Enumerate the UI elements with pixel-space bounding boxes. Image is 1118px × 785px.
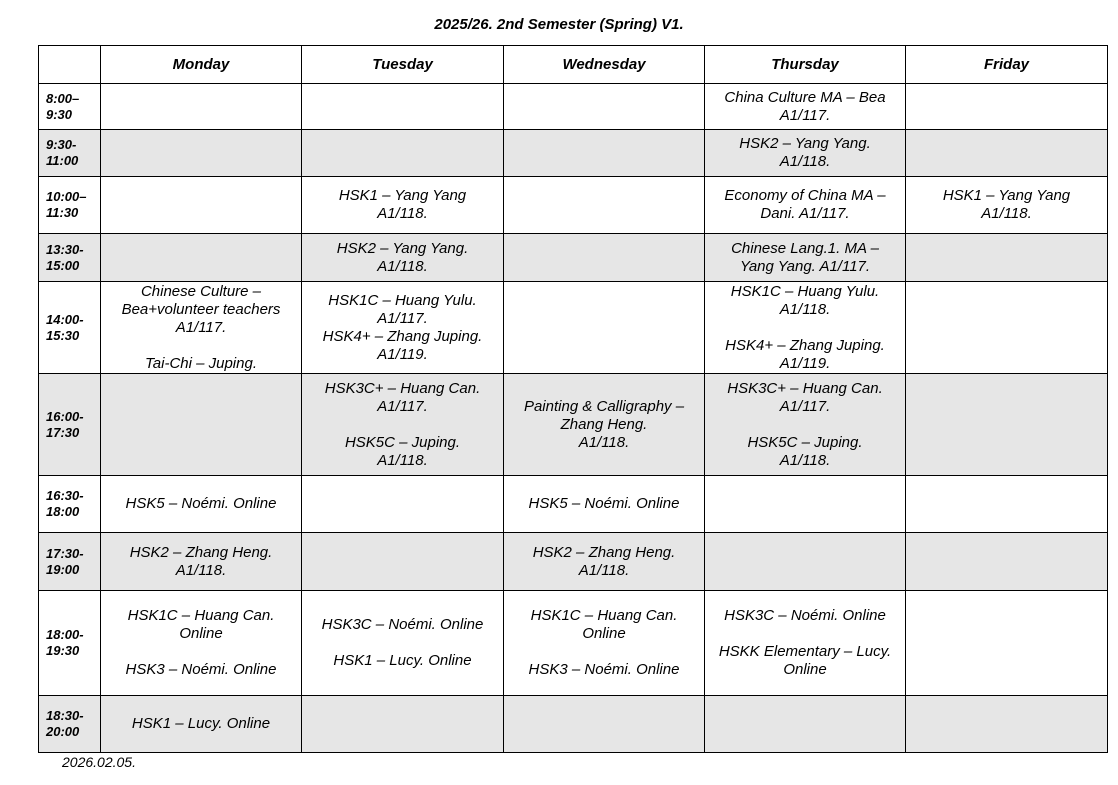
day-header-friday: Friday xyxy=(906,46,1108,84)
class-entry xyxy=(105,283,297,337)
time-slot-row xyxy=(39,374,1108,476)
class-entry xyxy=(105,355,297,373)
class-cell-wednesday xyxy=(504,177,705,234)
time-slot-row xyxy=(39,130,1108,177)
entry-spacer xyxy=(105,337,297,355)
class-cell-friday xyxy=(906,282,1108,374)
class-entry xyxy=(306,292,499,364)
class-entry xyxy=(306,434,499,470)
time-slot-row xyxy=(39,476,1108,533)
class-cell-tuesday xyxy=(302,533,504,591)
class-cell-friday xyxy=(906,696,1108,753)
class-entry-line: HSK1C – Huang Can. xyxy=(127,607,275,624)
class-entry-line: A1/118. xyxy=(377,205,428,222)
time-slot-row xyxy=(39,696,1108,753)
class-entry-line: Bea+volunteer teachers xyxy=(121,300,281,318)
class-entry-line: A1/119. xyxy=(377,345,428,363)
class-entry xyxy=(709,187,901,223)
class-entry xyxy=(306,187,499,223)
class-entry-line: HSK1 – Yang Yang xyxy=(338,187,467,204)
entry-spacer xyxy=(709,625,901,643)
class-entry-line: HSK5 – Noémi. Online xyxy=(125,495,277,512)
class-cell-tuesday xyxy=(302,282,504,374)
class-cell-wednesday xyxy=(504,476,705,533)
class-cell-thursday xyxy=(705,234,906,282)
class-entry-line: HSK1 – Lucy. Online xyxy=(131,715,271,732)
class-entry-line: HSK2 – Yang Yang. xyxy=(739,135,871,152)
class-entry xyxy=(709,89,901,125)
class-entry-line: A1/118. xyxy=(779,300,831,318)
time-line: 15:00 xyxy=(46,257,80,273)
class-cell-tuesday xyxy=(302,177,504,234)
time-slot-label xyxy=(39,84,101,130)
class-entry-line: Dani. A1/117. xyxy=(760,205,850,222)
class-entry-line: A1/118. xyxy=(981,205,1032,222)
class-cell-thursday xyxy=(705,84,906,130)
class-entry-line: China Culture MA – Bea xyxy=(724,88,886,106)
class-entry-line: A1/118. xyxy=(175,561,227,579)
class-entry-line: HSK4+ – Zhang Juping. xyxy=(725,336,885,354)
class-entry-line: HSK3C+ – Huang Can. xyxy=(324,379,481,397)
time-line: 18:00 xyxy=(46,504,80,519)
class-entry-line: Painting & Calligraphy – xyxy=(523,397,685,415)
time-slot-label xyxy=(39,476,101,533)
class-entry xyxy=(709,607,901,625)
class-entry xyxy=(709,643,901,679)
class-entry-line: HSK3C – Noémi. Online xyxy=(321,616,484,633)
footer-date: 2026.02.05. xyxy=(62,754,136,770)
time-line: 17:30 xyxy=(46,424,80,440)
time-line: 16:00- xyxy=(46,408,84,424)
class-entry xyxy=(508,607,700,643)
class-entry-line: A1/118. xyxy=(779,451,831,469)
class-cell-wednesday xyxy=(504,84,705,130)
class-cell-friday xyxy=(906,84,1108,130)
time-line: 9:30- xyxy=(46,137,77,152)
class-cell-monday xyxy=(101,177,302,234)
class-cell-wednesday xyxy=(504,533,705,591)
time-line: 18:00- xyxy=(46,627,84,642)
class-entry-line: HSK1C – Huang Yulu. xyxy=(730,282,880,300)
class-entry xyxy=(105,715,297,733)
time-slot-row xyxy=(39,177,1108,234)
time-slot-label xyxy=(39,177,101,234)
class-entry xyxy=(306,616,499,634)
class-entry-line: Tai-Chi – Juping. xyxy=(144,354,257,372)
class-entry-line: HSK2 – Yang Yang. xyxy=(336,239,469,257)
class-entry xyxy=(508,398,700,452)
class-entry xyxy=(105,607,297,643)
class-entry-line: HSK5C – Juping. xyxy=(747,433,863,451)
class-cell-thursday xyxy=(705,177,906,234)
class-entry-line: HSK1C – Huang Can. xyxy=(530,607,678,624)
time-line: 8:00– xyxy=(46,90,80,106)
class-entry xyxy=(508,495,700,513)
class-cell-friday xyxy=(906,130,1108,177)
class-entry-line: HSKK Elementary – Lucy. xyxy=(718,643,892,660)
class-cell-wednesday xyxy=(504,282,705,374)
day-header-tuesday: Tuesday xyxy=(302,46,504,84)
class-cell-monday xyxy=(101,476,302,533)
class-entry xyxy=(709,240,901,276)
class-cell-monday xyxy=(101,696,302,753)
entry-spacer xyxy=(306,634,499,652)
class-entry-line: A1/117. xyxy=(377,397,428,415)
class-cell-friday xyxy=(906,234,1108,282)
time-slot-row xyxy=(39,234,1108,282)
page-title: 2025/26. 2nd Semester (Spring) V1. xyxy=(434,16,684,33)
entry-spacer xyxy=(709,319,901,337)
class-entry-line: HSK2 – Zhang Heng. xyxy=(129,543,273,561)
time-line: 9:30 xyxy=(46,106,73,122)
class-cell-friday xyxy=(906,374,1108,476)
time-line: 15:30 xyxy=(46,327,80,343)
class-entry-line: A1/118. xyxy=(578,561,630,579)
class-entry-line: HSK1 – Yang Yang xyxy=(942,187,1071,204)
class-cell-friday xyxy=(906,476,1108,533)
class-entry-line: HSK1 – Lucy. Online xyxy=(333,652,472,669)
class-entry xyxy=(105,495,297,513)
class-entry xyxy=(306,240,499,276)
entry-spacer xyxy=(709,416,901,434)
time-line: 19:30 xyxy=(46,643,80,658)
class-cell-friday xyxy=(906,533,1108,591)
time-slot-label xyxy=(39,374,101,476)
day-header-monday: Monday xyxy=(101,46,302,84)
class-entry-line: A1/118. xyxy=(377,257,428,275)
class-entry-line: Online xyxy=(783,661,827,678)
time-line: 14:00- xyxy=(46,311,84,327)
class-entry xyxy=(709,337,901,373)
corner-cell xyxy=(39,46,101,84)
class-entry-line: A1/118. xyxy=(578,433,630,451)
class-cell-thursday xyxy=(705,130,906,177)
class-entry-line: A1/117. xyxy=(779,397,831,415)
class-cell-wednesday xyxy=(504,234,705,282)
class-entry xyxy=(709,434,901,470)
time-line: 11:00 xyxy=(46,153,79,168)
entry-spacer xyxy=(508,643,700,661)
time-line: 16:30- xyxy=(46,488,84,503)
class-entry-line: Yang Yang. A1/117. xyxy=(739,257,871,275)
class-entry-line: HSK5 – Noémi. Online xyxy=(528,495,680,512)
class-cell-wednesday xyxy=(504,374,705,476)
entry-spacer xyxy=(306,416,499,434)
class-cell-monday xyxy=(101,533,302,591)
class-entry-line: Zhang Heng. xyxy=(560,415,648,433)
class-entry-line: A1/117. xyxy=(175,318,227,336)
class-entry xyxy=(105,544,297,580)
class-cell-thursday xyxy=(705,282,906,374)
class-entry xyxy=(709,135,901,171)
class-cell-wednesday xyxy=(504,130,705,177)
class-entry xyxy=(709,380,901,416)
time-line: 20:00 xyxy=(46,724,80,739)
header-row xyxy=(39,46,1108,84)
time-slot-label xyxy=(39,533,101,591)
class-cell-thursday xyxy=(705,374,906,476)
time-slot-row xyxy=(39,533,1108,591)
class-cell-thursday xyxy=(705,696,906,753)
class-entry-line: Chinese Culture – xyxy=(140,282,262,300)
class-entry-line: HSK5C – Juping. xyxy=(344,433,461,451)
class-entry-line: Online xyxy=(179,625,223,642)
class-cell-monday xyxy=(101,591,302,696)
class-cell-thursday xyxy=(705,591,906,696)
class-cell-monday xyxy=(101,84,302,130)
timetable xyxy=(38,45,1108,753)
time-line: 19:00 xyxy=(46,561,80,577)
time-slot-label xyxy=(39,282,101,374)
class-entry-line: Online xyxy=(582,625,626,642)
class-entry-line: HSK1C – Huang Yulu. xyxy=(328,291,477,309)
class-cell-tuesday xyxy=(302,130,504,177)
class-cell-friday xyxy=(906,177,1108,234)
class-cell-tuesday xyxy=(302,476,504,533)
class-cell-tuesday xyxy=(302,84,504,130)
class-cell-wednesday xyxy=(504,696,705,753)
class-entry xyxy=(508,544,700,580)
class-cell-thursday xyxy=(705,476,906,533)
class-cell-tuesday xyxy=(302,696,504,753)
time-slot-label xyxy=(39,130,101,177)
class-entry-line: A1/117. xyxy=(377,309,428,327)
time-slot-label xyxy=(39,234,101,282)
class-cell-monday xyxy=(101,282,302,374)
time-slot-label xyxy=(39,591,101,696)
time-line: 10:00– xyxy=(46,189,87,204)
time-slot-label xyxy=(39,696,101,753)
class-entry xyxy=(105,661,297,679)
class-cell-monday xyxy=(101,374,302,476)
class-cell-monday xyxy=(101,130,302,177)
time-line: 13:30- xyxy=(46,241,84,257)
timetable-body xyxy=(39,84,1108,753)
class-cell-tuesday xyxy=(302,591,504,696)
time-slot-row xyxy=(39,84,1108,130)
time-slot-row xyxy=(39,591,1108,696)
class-cell-tuesday xyxy=(302,234,504,282)
class-cell-tuesday xyxy=(302,374,504,476)
class-entry-line: Economy of China MA – xyxy=(724,187,886,204)
class-entry-line: HSK3C+ – Huang Can. xyxy=(727,379,883,397)
class-cell-wednesday xyxy=(504,591,705,696)
class-entry xyxy=(306,652,499,670)
class-entry xyxy=(306,380,499,416)
class-entry-line: HSK2 – Zhang Heng. xyxy=(532,543,676,561)
class-entry xyxy=(508,661,700,679)
time-line: 11:30 xyxy=(46,205,79,220)
class-entry-line: HSK4+ – Zhang Juping. xyxy=(322,327,483,345)
class-cell-thursday xyxy=(705,533,906,591)
entry-spacer xyxy=(105,643,297,661)
class-cell-friday xyxy=(906,591,1108,696)
class-entry xyxy=(910,187,1103,223)
time-line: 17:30- xyxy=(46,545,84,561)
day-header-thursday: Thursday xyxy=(705,46,906,84)
time-slot-row xyxy=(39,282,1108,374)
day-header-wednesday: Wednesday xyxy=(504,46,705,84)
class-entry-line: Chinese Lang.1. MA – xyxy=(731,239,879,257)
class-entry-line: A1/119. xyxy=(779,354,831,372)
class-entry-line: HSK3C – Noémi. Online xyxy=(724,607,886,624)
class-entry-line: HSK3 – Noémi. Online xyxy=(528,661,680,678)
class-entry-line: HSK3 – Noémi. Online xyxy=(125,661,277,678)
class-entry-line: A1/118. xyxy=(779,153,831,170)
class-entry xyxy=(709,283,901,319)
class-entry-line: A1/117. xyxy=(779,106,831,124)
class-entry-line: A1/118. xyxy=(377,451,428,469)
class-cell-monday xyxy=(101,234,302,282)
time-line: 18:30- xyxy=(46,708,84,723)
